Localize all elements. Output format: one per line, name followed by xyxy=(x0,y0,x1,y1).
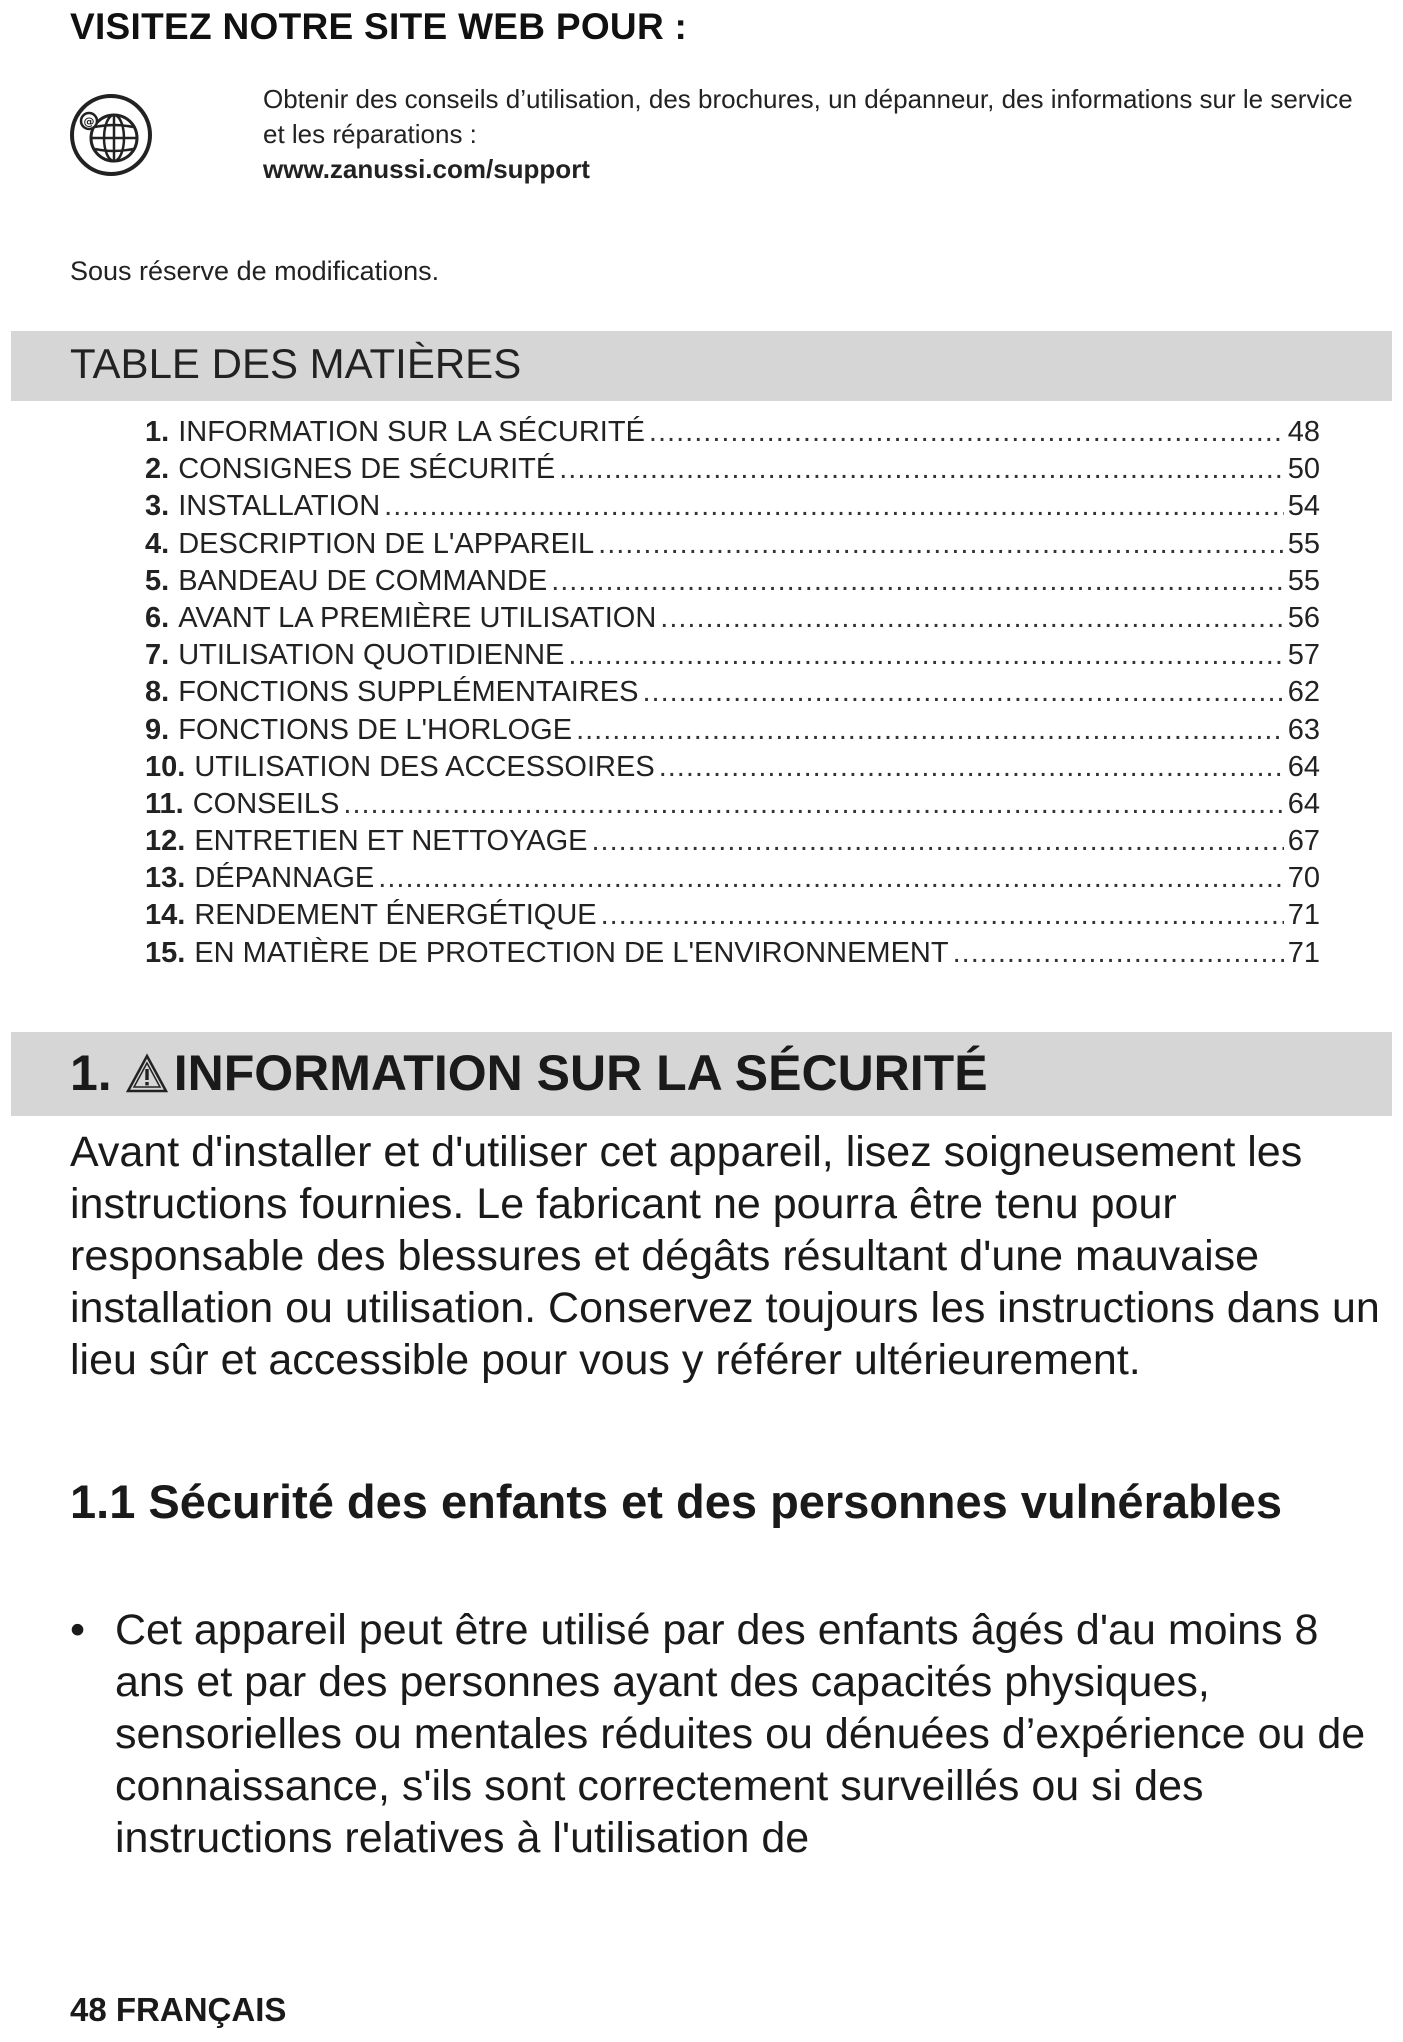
toc-item-label: UTILISATION QUOTIDIENNE xyxy=(178,639,565,672)
toc-item-page: 64 xyxy=(1287,787,1320,820)
bullet-item xyxy=(70,1604,1370,1864)
toc-leader xyxy=(559,453,1283,486)
toc-item-label: INFORMATION SUR LA SÉCURITÉ xyxy=(178,416,645,448)
toc-item-label: CONSEILS xyxy=(192,787,340,820)
toc-item-page: 48 xyxy=(1287,416,1320,448)
toc-leader xyxy=(649,416,1284,449)
svg-text:@: @ xyxy=(83,115,95,128)
toc-leader xyxy=(592,825,1284,858)
section-title xyxy=(70,1044,988,1102)
reserve-note: Sous réserve de modifications. xyxy=(70,256,440,286)
toc-item[interactable] xyxy=(145,453,1320,490)
website-text: Obtenir des conseils d’utilisation, des brochures, un dépanneur, des informations sur le service et les réparations : xyxy=(263,84,1353,149)
toc-item-label: CONSIGNES DE SÉCURITÉ xyxy=(178,453,556,486)
toc-leader xyxy=(568,639,1283,672)
section-number: 1. xyxy=(70,1045,112,1101)
toc-leader xyxy=(953,937,1284,970)
toc-item-number: 1. xyxy=(145,416,170,448)
toc-item-page: 64 xyxy=(1287,750,1320,783)
toc-item[interactable] xyxy=(145,937,1320,974)
toc-item-number: 8. xyxy=(145,676,170,709)
website-heading: VISITEZ NOTRE SITE WEB POUR : xyxy=(70,6,688,47)
toc-item-label: EN MATIÈRE DE PROTECTION DE L'ENVIRONNEMENT xyxy=(194,936,949,969)
toc-list xyxy=(145,416,1320,974)
toc-item[interactable] xyxy=(145,899,1320,936)
section-title-text: INFORMATION SUR LA SÉCURITÉ xyxy=(173,1045,988,1101)
toc-item-page: 62 xyxy=(1287,676,1320,709)
toc-item[interactable] xyxy=(145,416,1320,453)
warning-icon xyxy=(124,1051,170,1095)
toc-item[interactable] xyxy=(145,528,1320,565)
toc-item[interactable] xyxy=(145,825,1320,862)
toc-item-label: RENDEMENT ÉNERGÉTIQUE xyxy=(194,899,597,932)
globe-icon xyxy=(68,92,154,178)
toc-item-page: 54 xyxy=(1287,490,1320,523)
toc-item-page: 50 xyxy=(1287,453,1320,486)
toc-item-page: 57 xyxy=(1287,639,1320,672)
toc-item-number: 10. xyxy=(145,750,186,783)
toc-item-number: 15. xyxy=(145,936,186,969)
toc-leader xyxy=(343,788,1283,821)
toc-item[interactable] xyxy=(145,565,1320,602)
toc-item-number: 3. xyxy=(145,490,170,523)
toc-item[interactable] xyxy=(145,602,1320,639)
toc-item-page: 67 xyxy=(1287,825,1320,858)
toc-item-label: INSTALLATION xyxy=(178,490,381,523)
toc-item[interactable] xyxy=(145,788,1320,825)
toc-item[interactable] xyxy=(145,639,1320,676)
toc-leader xyxy=(551,565,1284,598)
toc-leader xyxy=(598,528,1284,561)
toc-item-number: 11. xyxy=(145,787,184,820)
toc-leader xyxy=(576,714,1284,747)
toc-item[interactable] xyxy=(145,751,1320,788)
toc-item[interactable] xyxy=(145,676,1320,713)
toc-item-label: UTILISATION DES ACCESSOIRES xyxy=(194,750,655,783)
toc-item-page: 63 xyxy=(1287,713,1320,746)
toc-item-label: DESCRIPTION DE L'APPAREIL xyxy=(178,527,595,560)
toc-leader xyxy=(601,899,1284,932)
toc-leader xyxy=(659,751,1284,784)
toc-item-label: AVANT LA PREMIÈRE UTILISATION xyxy=(178,601,657,634)
bullet-dot-icon: • xyxy=(70,1606,86,1654)
toc-leader xyxy=(660,602,1283,635)
toc-item-label: ENTRETIEN ET NETTOYAGE xyxy=(194,825,588,858)
intro-paragraph: Avant d'installer et d'utiliser cet appareil, lisez soigneusement les instructions fournies. Le fabricant ne pourra être tenu pour responsable des blessures et dégâts résultant d'une mauvaise installation ou utilisation. Conservez toujours les instructions dans un lieu sûr et accessible pour vous y référer ultérieurement. xyxy=(70,1128,1380,1384)
toc-leader xyxy=(643,676,1284,709)
bullet-text: Cet appareil peut être utilisé par des enfants âgés d'au moins 8 ans et par des personnes ayant des capacités physiques, sensorielles ou mentales réduites ou dénuées d’expérience ou de connaissance, s'ils sont correctement surveillés ou si des instructions relatives à l'utilisation de xyxy=(115,1606,1366,1862)
toc-item-page: 56 xyxy=(1287,601,1320,634)
toc-item-number: 9. xyxy=(145,713,170,746)
toc-item-page: 70 xyxy=(1287,862,1320,895)
page-footer: 48 FRANÇAIS xyxy=(70,1991,287,2028)
toc-item-label: DÉPANNAGE xyxy=(194,862,375,895)
toc-item-number: 4. xyxy=(145,527,170,560)
subsection-title: 1.1 Sécurité des enfants et des personnes vulnérables xyxy=(70,1475,1283,1528)
toc-item-number: 14. xyxy=(145,899,186,932)
toc-item-label: BANDEAU DE COMMANDE xyxy=(178,564,548,597)
website-description xyxy=(263,82,1373,187)
toc-leader xyxy=(378,862,1283,895)
toc-item[interactable] xyxy=(145,714,1320,751)
toc-item-page: 71 xyxy=(1287,936,1320,969)
toc-item[interactable] xyxy=(145,862,1320,899)
toc-item-page: 55 xyxy=(1287,564,1320,597)
toc-item-label: FONCTIONS SUPPLÉMENTAIRES xyxy=(178,676,639,709)
toc-item-number: 7. xyxy=(145,639,170,672)
website-url[interactable]: www.zanussi.com/support xyxy=(263,154,590,184)
toc-leader xyxy=(384,490,1284,523)
toc-item-page: 71 xyxy=(1287,899,1320,932)
toc-item-page: 55 xyxy=(1287,527,1320,560)
toc-item-number: 5. xyxy=(145,564,170,597)
toc-item-number: 12. xyxy=(145,825,186,858)
toc-item-number: 6. xyxy=(145,601,170,634)
toc-item-number: 13. xyxy=(145,862,186,895)
toc-item-number: 2. xyxy=(145,453,170,486)
toc-item[interactable] xyxy=(145,490,1320,527)
toc-title: TABLE DES MATIÈRES xyxy=(70,340,522,387)
toc-item-label: FONCTIONS DE L'HORLOGE xyxy=(178,713,573,746)
